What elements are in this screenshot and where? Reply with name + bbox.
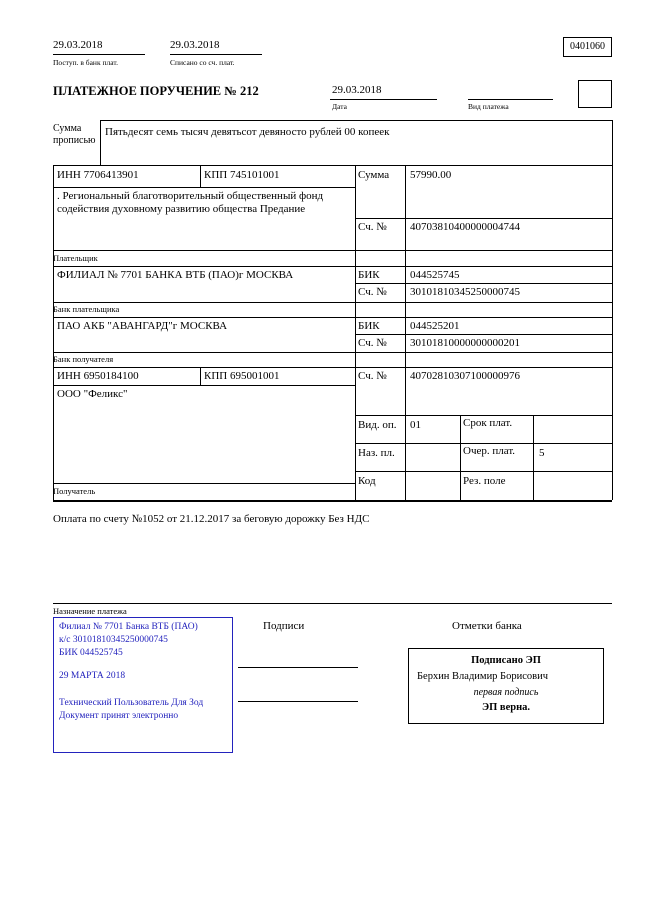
purpose-label: Назначение платежа	[53, 606, 127, 616]
received-in-bank-date: 29.03.2018	[53, 39, 103, 51]
stamp-date: 29 МАРТА 2018	[59, 671, 126, 682]
table-vline	[533, 415, 534, 500]
op-type-label: Вид. оп.	[358, 419, 397, 431]
table-vline	[460, 415, 461, 500]
underline	[330, 99, 437, 100]
amount-words-value: Пятьдесят семь тысяч девятьсот девяносто рублей 00 копеек	[105, 126, 390, 138]
beneficiary-inn: ИНН 6950184100	[57, 370, 139, 382]
signed-with-es-label: Подписано ЭП	[471, 655, 541, 666]
table-hline	[53, 250, 612, 251]
beneficiary-name: ООО "Феликс"	[57, 388, 128, 400]
account-label: Сч. №	[358, 221, 387, 233]
account-label: Сч. №	[358, 337, 387, 349]
table-hline	[53, 385, 355, 386]
payer-bank-bik: 044525745	[410, 269, 460, 281]
stamp-corr-account: к/с 30101810345250000745	[59, 634, 168, 645]
beneficiary-bank-label: Банк получателя	[53, 354, 114, 364]
table-hline	[53, 187, 355, 188]
table-hline	[53, 317, 612, 318]
sum-value: 57990.00	[410, 169, 452, 181]
priority-value: 5	[539, 447, 545, 459]
stamp-note: Документ принят электронно	[59, 711, 179, 722]
due-date-label: Срок плат.	[463, 417, 513, 429]
payer-label: Плательщик	[53, 253, 98, 263]
debited-from-account-date: 29.03.2018	[170, 39, 220, 51]
table-vline	[53, 165, 54, 500]
beneficiary-bank-account: 30101810000000000201	[410, 337, 520, 349]
payer-bank-label: Банк плательщика	[53, 304, 120, 314]
table-hline	[355, 334, 612, 335]
op-type-value: 01	[410, 419, 421, 431]
table-vline	[405, 165, 406, 500]
payer-bank-account: 30101810345250000745	[410, 286, 520, 298]
table-vline	[200, 165, 201, 187]
table-vline	[100, 120, 101, 165]
beneficiary-label: Получатель	[53, 486, 96, 496]
priority-label: Очер. плат.	[463, 445, 516, 457]
bank-marks-label: Отметки банка	[452, 620, 522, 632]
sum-label: Сумма	[358, 169, 390, 181]
table-hline	[53, 367, 612, 368]
payer-account: 40703810400000004744	[410, 221, 520, 233]
document-date: 29.03.2018	[332, 84, 382, 96]
form-code: 0401060	[570, 41, 605, 52]
signature-line	[238, 701, 358, 702]
table-bottom-line	[53, 500, 612, 502]
beneficiary-bank-bik: 044525201	[410, 320, 460, 332]
table-hline	[53, 266, 612, 267]
electronic-signature-stamp	[408, 648, 604, 724]
signature-role: первая подпись	[473, 686, 539, 698]
table-vline	[612, 120, 613, 500]
beneficiary-account: 40702810307100000976	[410, 370, 520, 382]
purpose-section-line	[53, 603, 612, 604]
stamp-bik: БИК 044525745	[59, 647, 123, 658]
purpose-code-label: Наз. пл.	[358, 447, 395, 459]
payer-name: . Региональный благотворительный общественный фонд содействия духовному развитию общества Предание	[57, 190, 324, 216]
beneficiary-kpp: КПП 695001001	[204, 370, 280, 382]
table-hline	[355, 283, 612, 284]
bik-label: БИК	[358, 269, 380, 281]
table-vline	[355, 165, 356, 500]
table-hline	[355, 415, 612, 416]
table-hline	[53, 302, 612, 303]
signature-valid-label: ЭП верна.	[481, 701, 530, 713]
table-hline	[355, 471, 612, 472]
payer-bank-name: ФИЛИАЛ № 7701 БАНКА ВТБ (ПАО)г МОСКВА	[57, 269, 294, 281]
table-hline	[53, 352, 612, 353]
bik-label: БИК	[358, 320, 380, 332]
stamp-bank-name: Филиал № 7701 Банка ВТБ (ПАО)	[59, 622, 198, 632]
amount-words-label: Сумма прописью	[53, 123, 96, 146]
payment-type-box	[578, 80, 612, 108]
table-hline	[100, 120, 612, 121]
received-in-bank-label: Поступ. в банк плат.	[53, 58, 118, 67]
underline	[170, 54, 262, 55]
underline	[468, 99, 553, 100]
payer-kpp: КПП 745101001	[204, 169, 280, 181]
payment-type-label: Вид платежа	[468, 102, 509, 111]
table-hline	[53, 165, 612, 166]
date-label: Дата	[332, 102, 347, 111]
purpose-text: Оплата по счету №1052 от 21.12.2017 за беговую дорожку Без НДС	[53, 513, 370, 525]
table-hline	[53, 483, 355, 484]
account-label: Сч. №	[358, 370, 387, 382]
table-hline	[355, 218, 612, 219]
table-hline	[355, 443, 612, 444]
debited-from-account-label: Списано со сч. плат.	[170, 58, 235, 67]
document-title: ПЛАТЕЖНОЕ ПОРУЧЕНИЕ № 212	[53, 84, 259, 98]
signatures-label: Подписи	[263, 620, 305, 632]
underline	[53, 54, 145, 55]
bank-acceptance-stamp	[53, 617, 233, 753]
reserve-field-label: Рез. поле	[463, 475, 506, 487]
code-label: Код	[358, 475, 376, 487]
signer-name: Берхин Владимир Борисович	[417, 670, 548, 682]
signature-line	[238, 667, 358, 668]
account-label: Сч. №	[358, 286, 387, 298]
beneficiary-bank-name: ПАО АКБ "АВАНГАРД"г МОСКВА	[57, 320, 228, 332]
form-code-box	[563, 37, 612, 57]
stamp-operator: Технический Пользователь Для Зод	[59, 698, 204, 709]
table-vline	[200, 367, 201, 385]
payer-inn: ИНН 7706413901	[57, 169, 139, 181]
